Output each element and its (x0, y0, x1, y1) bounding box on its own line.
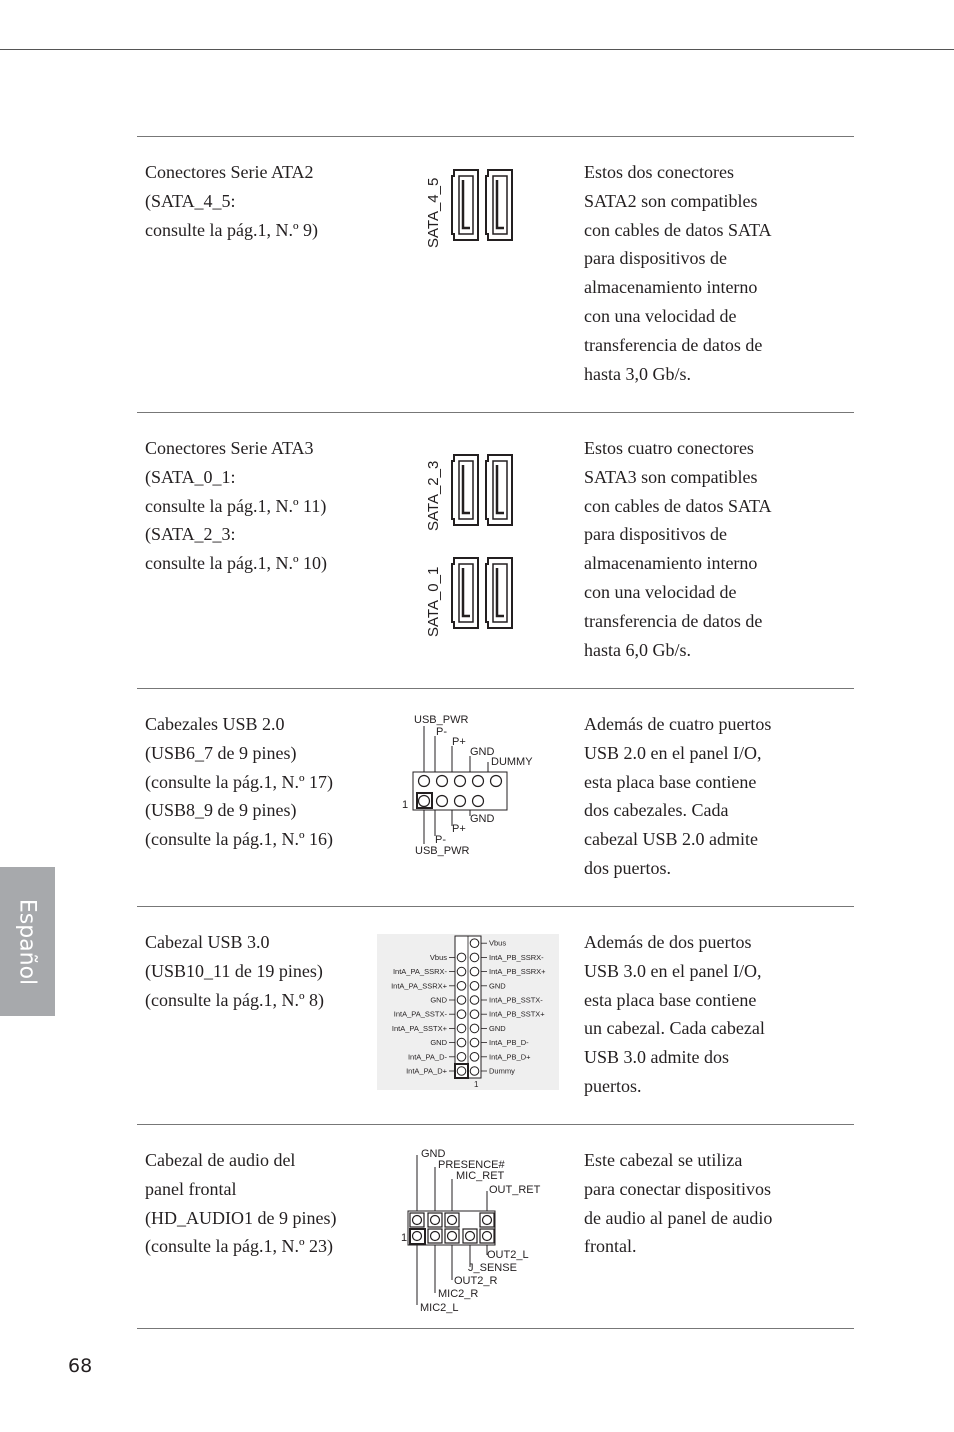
text-line: SATA2 son compatibles (584, 190, 758, 211)
sata-port (452, 170, 478, 240)
text-line: (consulte la pág.1, N.º 23) (145, 1236, 334, 1257)
text-line: consulte la pág.1, N.º 11) (145, 495, 327, 516)
usb3-pin-label: Vbus (489, 938, 507, 948)
audio-label: MIC2_L (420, 1302, 459, 1314)
text-line: (consulte la pág.1, N.º 16) (145, 829, 334, 850)
row-divider (137, 412, 854, 413)
page-number: 68 (68, 1355, 93, 1377)
text-line: Conectores Serie ATA3 (145, 438, 314, 458)
usb2-label: P- (435, 834, 446, 846)
pin-1-marker: 1 (402, 799, 409, 811)
usb3-pin-label: IntA_PB_SSRX+ (489, 967, 546, 977)
usb3-pin-label: IntA_PA_D+ (406, 1066, 447, 1076)
row-divider (137, 906, 854, 907)
text-line: para dispositivos de (584, 524, 727, 545)
audio-label: MIC2_R (438, 1288, 479, 1300)
text-line: (consulte la pág.1, N.º 8) (145, 989, 325, 1010)
text-line: con cables de datos SATA (584, 219, 772, 240)
text-line: esta placa base contiene (584, 989, 757, 1010)
sata-port (452, 558, 478, 628)
text-line: hasta 3,0 Gb/s. (584, 363, 691, 384)
language-tab (0, 867, 55, 1016)
usb3-pin-label: Vbus (429, 952, 447, 962)
usb3-pin-label: IntA_PB_SSTX- (489, 995, 543, 1005)
usb2-label: USB_PWR (415, 845, 470, 857)
usb3-pin-label: IntA_PA_SSRX+ (391, 981, 447, 991)
row-divider (137, 136, 854, 137)
text-line: con una velocidad de (584, 581, 737, 602)
connector-name-sata3 (145, 434, 375, 578)
description-usb2 (584, 710, 804, 883)
usb2-label: P- (436, 726, 447, 738)
usb3-header-diagram (377, 934, 559, 1090)
text-line: frontal. (584, 1236, 637, 1257)
audio-label: J_SENSE (468, 1262, 517, 1274)
usb2-label: GND (470, 813, 495, 825)
text-line: (SATA_2_3: (145, 524, 236, 545)
text-line: Estos cuatro conectores (584, 438, 754, 458)
usb3-pin-label: IntA_PA_SSTX+ (391, 1023, 447, 1033)
usb3-pin-label: Dummy (489, 1066, 515, 1076)
usb3-pin-label: IntA_PA_D- (407, 1052, 447, 1062)
row-divider (137, 688, 854, 689)
text-line: SATA3 son compatibles (584, 466, 758, 487)
text-line: un cabezal. Cada cabezal (584, 1018, 765, 1039)
text-line: con una velocidad de (584, 305, 737, 326)
usb2-label: GND (470, 746, 495, 758)
description-usb3 (584, 928, 804, 1101)
row-divider (137, 1328, 854, 1329)
description-sata3 (584, 434, 804, 664)
usb3-pin-label: IntA_PB_SSRX- (489, 952, 544, 962)
text-line: Cabezales USB 2.0 (145, 714, 285, 734)
connector-name-usb3 (145, 928, 375, 1014)
text-line: almacenamiento interno (584, 277, 758, 298)
sata-4-5-label: SATA_4_5 (425, 177, 442, 248)
audio-label: PRESENCE# (438, 1159, 505, 1171)
sata-port (486, 455, 512, 525)
usb3-pin-label: GND (489, 1023, 506, 1033)
text-line: de audio al panel de audio (584, 1207, 773, 1228)
connector-name-usb2 (145, 710, 375, 854)
usb3-pin-label: IntA_PB_D- (489, 1038, 529, 1048)
text-line: (USB8_9 de 9 pines) (145, 800, 297, 821)
connector-name-sata2 (145, 158, 375, 244)
text-line: Cabezal USB 3.0 (145, 932, 270, 952)
pin-1-marker: 1 (474, 1080, 479, 1089)
sata3-connector-diagram (418, 445, 528, 640)
sata-port (486, 170, 512, 240)
text-line: USB 2.0 en el panel I/O, (584, 742, 762, 763)
text-line: puertos. (584, 1075, 642, 1096)
description-hd-audio (584, 1146, 804, 1261)
usb2-header-diagram (398, 710, 548, 860)
text-line: hasta 6,0 Gb/s. (584, 639, 691, 660)
text-line: consulte la pág.1, N.º 9) (145, 219, 319, 240)
pin-1-marker: 1 (401, 1232, 408, 1244)
sata2-connector-diagram (418, 160, 528, 255)
text-line: dos puertos. (584, 857, 671, 878)
text-line: USB 3.0 admite dos (584, 1047, 730, 1068)
sata-port (486, 558, 512, 628)
text-line: almacenamiento interno (584, 553, 758, 574)
audio-label: MIC_RET (456, 1170, 505, 1182)
text-line: Además de cuatro puertos (584, 714, 772, 734)
sata-2-3-label: SATA_2_3 (425, 460, 442, 531)
text-line: (consulte la pág.1, N.º 17) (145, 771, 334, 792)
text-line: Conectores Serie ATA2 (145, 162, 314, 182)
text-line: (HD_AUDIO1 de 9 pines) (145, 1207, 337, 1228)
text-line: con cables de datos SATA (584, 495, 772, 516)
usb2-label: P+ (452, 823, 466, 835)
text-line: transferencia de datos de (584, 610, 763, 631)
sata-port (452, 455, 478, 525)
usb2-label: P+ (452, 736, 466, 748)
text-line: (SATA_0_1: (145, 466, 236, 487)
description-sata2 (584, 158, 804, 388)
language-tab-label: Español (14, 898, 40, 986)
row-divider (137, 1124, 854, 1125)
text-line: (USB6_7 de 9 pines) (145, 742, 297, 763)
sata-0-1-label: SATA_0_1 (425, 566, 442, 637)
usb3-pin-label: IntA_PA_SSRX- (392, 967, 447, 977)
text-line: Además de dos puertos (584, 932, 752, 952)
text-line: esta placa base contiene (584, 771, 757, 792)
text-line: Estos dos conectores (584, 162, 734, 182)
text-line: para dispositivos de (584, 248, 727, 269)
text-line: transferencia de datos de (584, 334, 763, 355)
audio-label: OUT2_L (487, 1249, 529, 1261)
usb3-pin-label: IntA_PB_D+ (489, 1052, 531, 1062)
usb3-pin-label: GND (430, 1038, 447, 1048)
audio-label: GND (421, 1148, 446, 1160)
usb2-pin (419, 776, 502, 807)
hd-audio-header-diagram (398, 1145, 548, 1317)
text-line: Este cabezal se utiliza (584, 1150, 743, 1170)
text-line: USB 3.0 en el panel I/O, (584, 960, 762, 981)
usb3-pin-label: GND (430, 995, 447, 1005)
usb2-label: DUMMY (491, 756, 533, 768)
usb3-pin-label: IntA_PA_SSTX- (393, 1009, 447, 1019)
text-line: Cabezal de audio del (145, 1150, 296, 1170)
header-rule (0, 49, 954, 50)
text-line: (SATA_4_5: (145, 190, 236, 211)
text-line: dos cabezales. Cada (584, 800, 729, 821)
usb3-pin-label: GND (489, 981, 506, 991)
text-line: cabezal USB 2.0 admite (584, 829, 758, 850)
text-line: para conectar dispositivos (584, 1178, 771, 1199)
text-line: panel frontal (145, 1178, 237, 1199)
usb2-label: USB_PWR (414, 714, 469, 726)
usb3-pin-label: IntA_PB_SSTX+ (489, 1009, 545, 1019)
audio-label: OUT2_R (454, 1275, 498, 1287)
text-line: consulte la pág.1, N.º 10) (145, 553, 328, 574)
text-line: (USB10_11 de 19 pines) (145, 960, 323, 981)
audio-label: OUT_RET (489, 1184, 541, 1196)
connector-name-hd-audio (145, 1146, 375, 1261)
